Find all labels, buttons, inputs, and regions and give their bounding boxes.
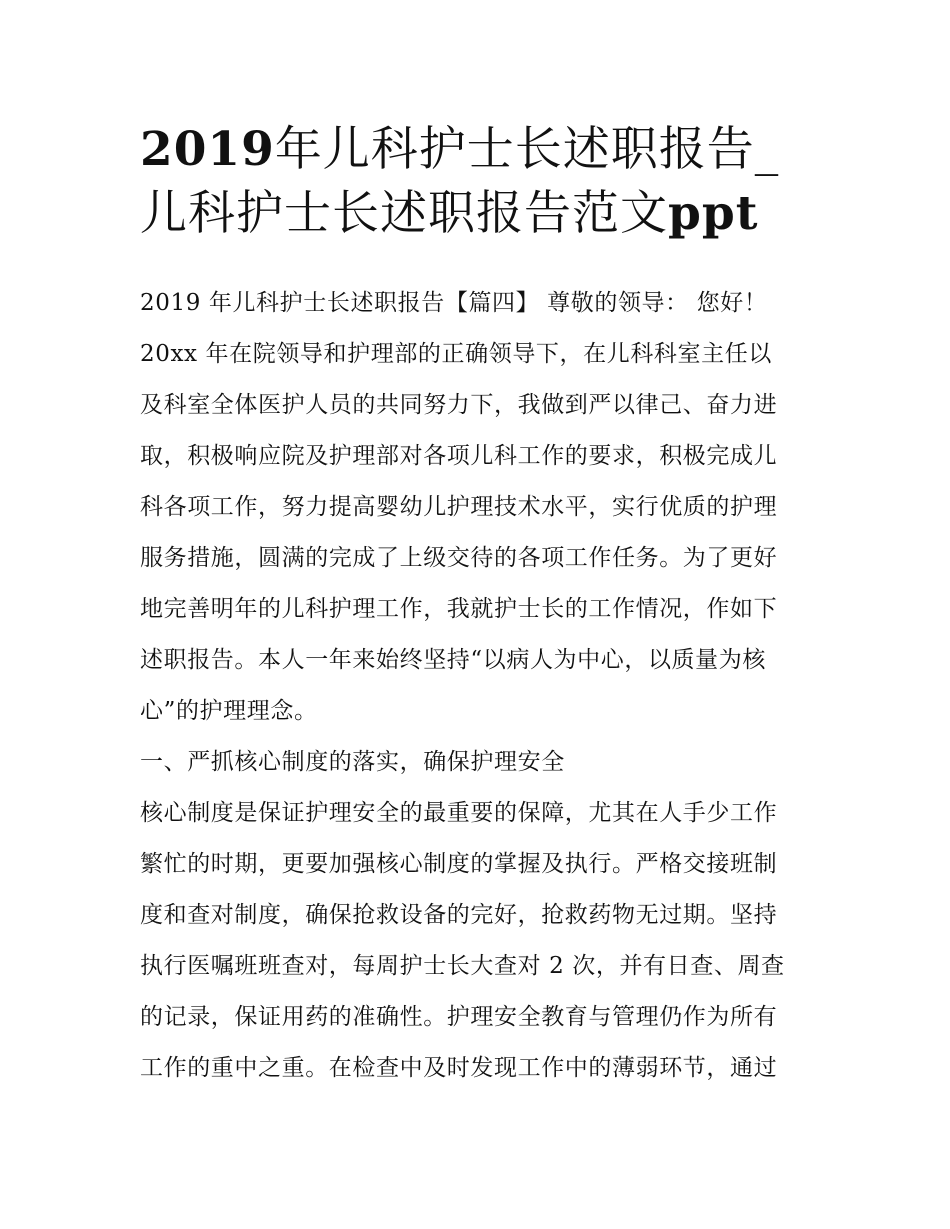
title-line (140, 118, 830, 182)
body-line: 地完善明年的儿科护理工作，我就护士长的工作情况，作如下 (140, 596, 778, 622)
body-line: 心”的护理理念。 (140, 698, 318, 724)
title-text: 年儿科护士长述职报告_ (274, 122, 780, 177)
title-text: 儿科护士长述职报告范文 (140, 186, 668, 241)
title-year: 2019 (140, 122, 275, 177)
body-line: 服务措施，圆满的完成了上级交待的各项工作任务。为了更好 (140, 545, 778, 571)
body-line: 述职报告。本人一年来始终坚持“以病人为中心，以质量为核 (140, 647, 766, 673)
title-suffix: ppt (668, 186, 759, 241)
body-line: 及科室全体医护人员的共同努力下，我做到严以律己、奋力进 (140, 392, 778, 418)
body-line: 的记录，保证用药的准确性。护理安全教育与管理仍作为所有 (140, 1004, 778, 1030)
body-line: 20xx 年在院领导和护理部的正确领导下，在儿科科室主任以 (140, 341, 772, 367)
body-line: 核心制度是保证护理安全的最重要的保障，尤其在人手少工作 (140, 800, 778, 826)
body-line: 度和查对制度，确保抢救设备的完好，抢救药物无过期。坚持 (140, 902, 778, 928)
section-heading: 一、严抓核心制度的落实，确保护理安全 (140, 749, 565, 775)
body-line: 2019 年儿科护士长述职报告【篇四】 尊敬的领导： 您好！ (140, 290, 768, 316)
title-line (140, 182, 830, 246)
document-title (140, 118, 830, 246)
body-line: 执行医嘱班班查对，每周护士长大查对 2 次，并有日查、周查 (140, 953, 785, 979)
body-line: 工作的重中之重。在检查中及时发现工作中的薄弱环节，通过 (140, 1055, 778, 1081)
document-body (140, 278, 820, 1094)
body-line: 繁忙的时期，更要加强核心制度的掌握及执行。严格交接班制 (140, 851, 778, 877)
body-line: 取，积极响应院及护理部对各项儿科工作的要求，积极完成儿 (140, 443, 778, 469)
body-line: 科各项工作，努力提高婴幼儿护理技术水平，实行优质的护理 (140, 494, 778, 520)
